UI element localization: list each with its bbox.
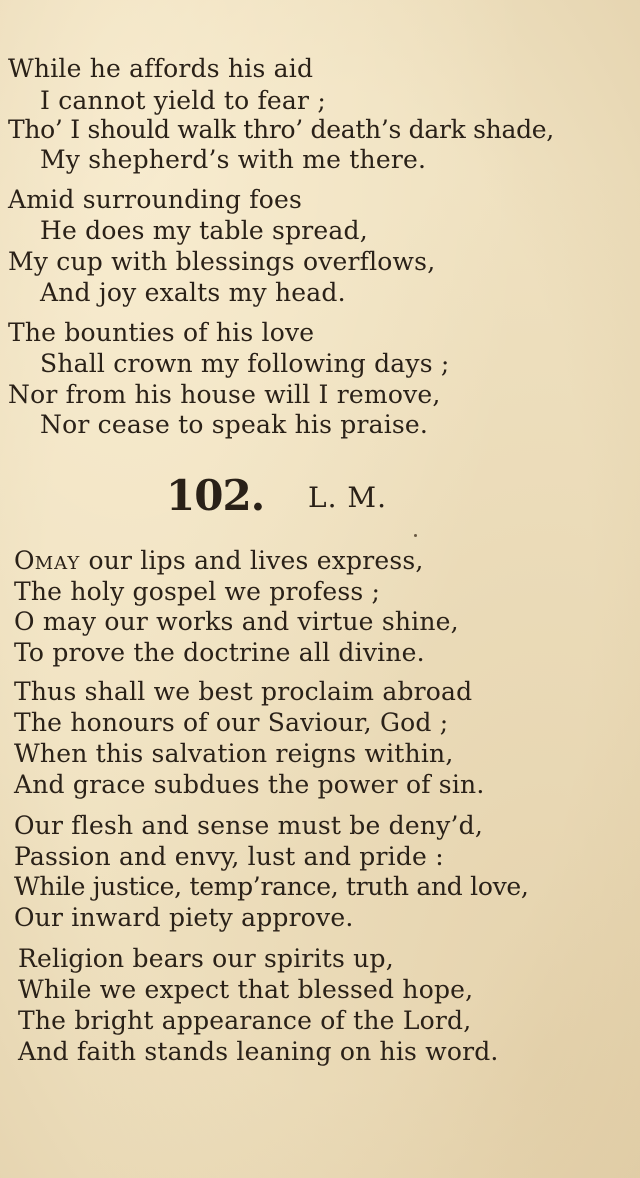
verse-line: And faith stands leaning on his word. [18,1037,499,1066]
verse-line: The honours of our Saviour, God ; [14,708,449,737]
verse-line: He does my table spread, [40,216,368,245]
verse-line: To prove the doctrine all divine. [14,638,425,667]
verse-line: My cup with blessings overflows, [8,247,436,276]
verse-line-first [14,546,424,576]
verse-line: My shepherd’s with me there. [40,145,427,174]
verse-line: Amid surrounding foes [8,185,302,214]
verse-line: Our flesh and sense must be deny’d, [14,811,483,840]
verse-line: And joy exalts my head. [40,278,346,307]
verse-line: Nor from his house will I remove, [8,380,441,409]
print-speck [414,534,417,537]
verse-line: The bright appearance of the Lord, [18,1006,472,1035]
verse-line: The holy gospel we profess ; [14,577,381,606]
verse-line-rest: our lips and lives express, [80,546,424,575]
first-word-smallcaps: may [34,546,81,575]
hymn-meter: L. M. [308,481,387,514]
verse-line: Shall crown my following days ; [40,349,450,378]
verse-line: Thus shall we best proclaim abroad [14,677,473,706]
verse-line: The bounties of his love [8,318,315,347]
verse-line: When this salvation reigns within, [14,739,454,768]
verse-line: Tho’ I should walk thro’ death’s dark shade, [8,115,554,144]
first-word-initial: O [14,546,35,575]
verse-line: While justice, temp’rance, truth and love, [14,872,529,901]
verse-line: O may our works and virtue shine, [14,607,459,636]
verse-line: Passion and envy, lust and pride : [14,842,444,871]
verse-line: Our inward piety approve. [14,903,354,932]
verse-line: Nor cease to speak his praise. [40,410,429,439]
hymn-heading [0,472,640,522]
verse-line: And grace subdues the power of sin. [14,770,485,799]
verse-line: I cannot yield to fear ; [40,86,326,115]
verse-line: While he affords his aid [8,54,314,83]
hymn-number: 102. [166,471,265,520]
verse-line: Religion bears our spirits up, [18,944,394,973]
verse-line: While we expect that blessed hope, [18,975,474,1004]
